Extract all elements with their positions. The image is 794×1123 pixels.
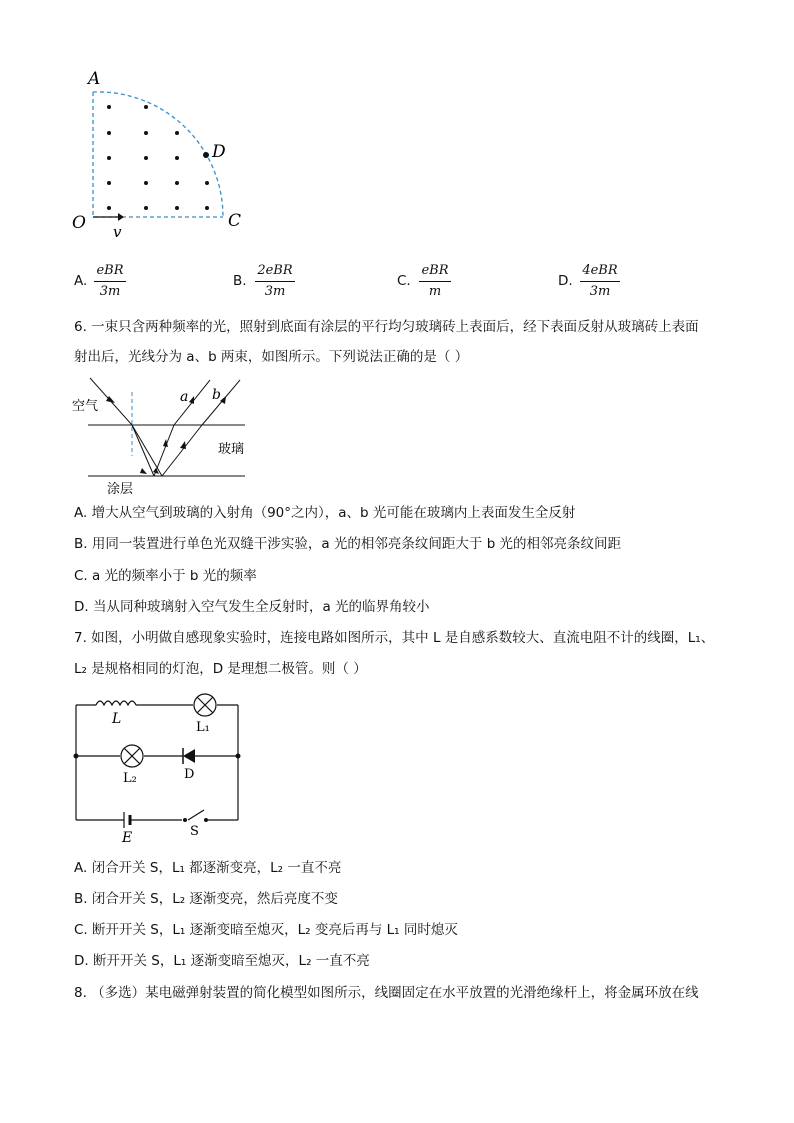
label-L1: L₁ bbox=[196, 720, 210, 735]
q6-option-b[interactable]: B. 用同一装置进行单色光双缝干涉实验，a 光的相邻亮条纹间距大于 b 光的相邻亮条纹间距 bbox=[74, 536, 622, 552]
label-S: S bbox=[190, 824, 199, 839]
label-air: 空气 bbox=[72, 399, 99, 414]
label-D: D bbox=[212, 142, 226, 162]
q8-stem-line1: 8. （多选）某电磁弹射装置的简化模型如图所示，线圈固定在水平放置的光滑绝缘杆上，将金属环放在线 bbox=[74, 985, 699, 1001]
label-L2: L₂ bbox=[123, 771, 137, 786]
label-b: b bbox=[212, 387, 221, 403]
label-a: a bbox=[180, 389, 189, 405]
label-D-diode: D bbox=[184, 767, 195, 782]
label-L: L bbox=[112, 711, 122, 727]
label-A: A bbox=[88, 69, 101, 89]
q6-stem-line1: 6. 一束只含两种频率的光，照射到底面有涂层的平行均匀玻璃砖上表面后，经下表面反射从玻璃砖上表面 bbox=[74, 319, 699, 335]
q6-stem-line2: 射出后，光线分为 a、b 两束，如图所示。下列说法正确的是（ ） bbox=[74, 349, 469, 365]
q7-option-a[interactable]: A. 闭合开关 S，L₁ 都逐渐变亮，L₂ 一直不亮 bbox=[74, 860, 342, 876]
q7-option-b[interactable]: B. 闭合开关 S，L₂ 逐渐变亮，然后亮度不变 bbox=[74, 891, 338, 907]
label-v: v bbox=[113, 223, 122, 241]
q7-stem-line1: 7. 如图，小明做自感现象实验时，连接电路如图所示，其中 L 是自感系数较大、直流电阻不计的线圈，L₁、 bbox=[74, 630, 715, 646]
self-inductance-circuit-figure bbox=[66, 690, 251, 850]
q6-option-c[interactable]: C. a 光的频率小于 b 光的频率 bbox=[74, 568, 257, 584]
label-glass: 玻璃 bbox=[218, 442, 245, 457]
q6-option-a[interactable]: A. 增大从空气到玻璃的入射角（90°之内），a、b 光可能在玻璃内上表面发生全反射 bbox=[74, 505, 576, 521]
q6-option-d[interactable]: D. 当从同种玻璃射入空气发生全反射时，a 光的临界角较小 bbox=[74, 599, 430, 615]
label-O: O bbox=[72, 213, 86, 233]
label-C: C bbox=[228, 211, 242, 231]
label-E: E bbox=[122, 830, 133, 846]
label-coating: 涂层 bbox=[107, 482, 134, 497]
q7-option-c[interactable]: C. 断开开关 S，L₁ 逐渐变暗至熄灭，L₂ 变亮后再与 L₁ 同时熄灭 bbox=[74, 922, 458, 938]
quarter-circle-field-figure bbox=[60, 60, 260, 245]
q7-option-d[interactable]: D. 断开开关 S，L₁ 逐渐变暗至熄灭，L₂ 一直不亮 bbox=[74, 953, 370, 969]
glass-slab-figure bbox=[70, 372, 260, 497]
q7-stem-line2: L₂ 是规格相同的灯泡，D 是理想二极管。则（ ） bbox=[74, 661, 367, 677]
